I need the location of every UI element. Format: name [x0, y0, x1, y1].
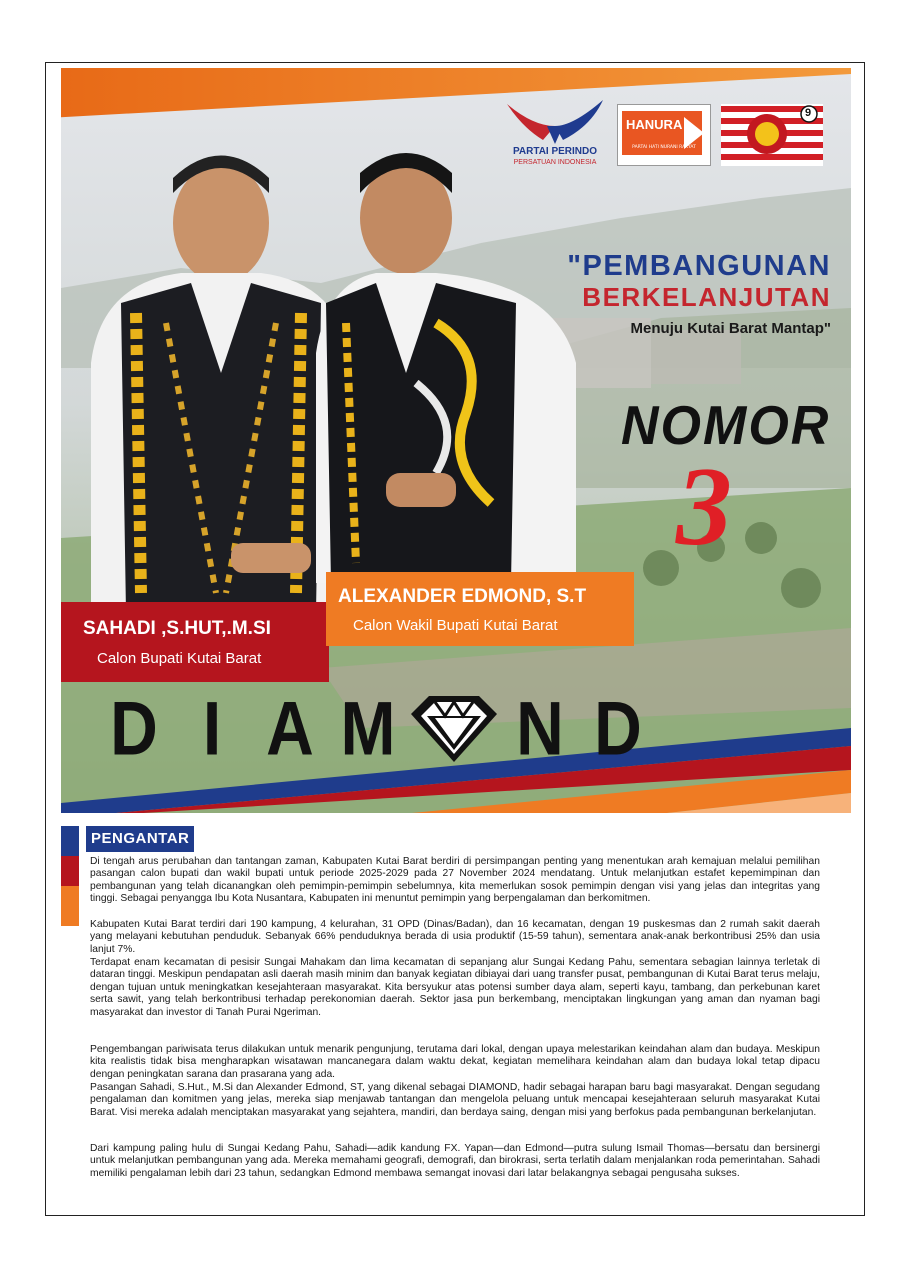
slogan-line2: BERKELANJUTAN: [582, 282, 831, 312]
slogan-line3: Menuju Kutai Barat Mantap": [630, 320, 831, 337]
slogan-line1: "PEMBANGUNAN: [567, 250, 831, 282]
section-title: [86, 826, 194, 852]
section-accent-strip: [61, 826, 79, 926]
nomor-number: 3: [676, 445, 732, 569]
campaign-poster: [61, 68, 851, 813]
paragraph: Kabupaten Kutai Barat terdiri dari 190 kampung, 4 kelurahan, 31 OPD (Dinas/Badan), dan 16 kecamatan, dengan 19 puskesmas dan 2 rumah sakit daerah yang melayani kebutuhan penduduk. Sebanyak 66% penduduknya berada di usia produktif (15-59 tahun), sementara anak-anak berkontribusi 25% dan usia lanjut 7%.: [90, 919, 820, 955]
paragraph: Terdapat enam kecamatan di pesisir Sungai Mahakam dan lima kecamatan di sepanjang alur Sungai Kedang Pahu, sementara sebagian lainnya terletak di dataran tinggi. Meskipun pendapatan asli daerah masih minim dan banyak kegiatan dibiayai dari uang transfer pusat, pembangunan di Kutai Barat terus melaju, dengan tujuan untuk meningkatkan kesejahteraan masyarakat. Kita bersyukur atas potensi sumber daya alam, seperti kayu, tambang, dan perkebunan karet serta sawit, yang telah berkontribusi terhadap perekonomian daerah. Sektor jasa pun berkembang, menciptakan lingkungan yang aman dan nyaman bagi masyarakat dan investor di Tanah Purai Ngeriman.: [90, 957, 820, 1018]
candidate1-plate: [61, 602, 329, 682]
diamond-letter: M: [340, 685, 396, 771]
paragraph: Di tengah arus perubahan dan tantangan zaman, Kabupaten Kutai Barat berdiri di persimpangan penting yang menentukan arah kemajuan melalui pemilihan pasangan calon bupati dan wakil bupati untuk periode 2025-2029 pada 27 November 2024 mendatang. Untuk melanjutkan estafet kepemimpinan dan pembangunan yang telah dicanangkan oleh pemimpin-pemimpin sebelumnya, kita memerlukan sosok pemimpin dengan visi yang jelas dan integritas yang tinggi. Sebagai penyangga Ibu Kota Nusantara, Kabupaten ini menuntut pemimpin yang berpengalaman dan berkomitmen.: [90, 856, 820, 905]
candidate2-photo: [316, 123, 586, 583]
pkb-logo: [721, 104, 823, 166]
candidate1-name: SAHADI ,S.HUT,.M.SI: [83, 618, 271, 639]
diamond-letter: I: [202, 685, 222, 771]
diamond-logo: [95, 685, 657, 771]
hanura-logo: [617, 104, 711, 166]
nomor-label: NOMOR: [621, 395, 831, 457]
diamond-letter: D: [594, 685, 642, 771]
perindo-name: PARTAI PERINDO: [512, 146, 598, 157]
paragraph: Pengembangan pariwisata terus dilakukan untuk menarik pengunjung, terutama dari lokal, dengan upaya melestarikan keindahan alam dan budaya. Meskipun kita realistis tidak bisa mengharapkan wisatawan mancanegara dalam waktu dekat, kegiatan memelihara keindahan alam dan budaya lokal tetap dipacu dengan peningkatan sarana dan prasarana yang ada.: [90, 1044, 820, 1080]
hanura-sub: PARTAI HATI NURANI RAKYAT: [632, 145, 696, 150]
candidate2-plate: [326, 572, 634, 646]
diamond-gem-icon: [409, 692, 499, 764]
perindo-bird-icon: [503, 96, 607, 148]
candidate1-role: Calon Bupati Kutai Barat: [97, 650, 262, 667]
paragraph: Dari kampung paling hulu di Sungai Kedang Pahu, Sahadi—adik kandung FX. Yapan—dan Edmond—putra sulung Ismail Thomas—bersatu dan bersinergi untuk melanjutkan pembangunan yang ada. Mereka memahami geografi, demografi, dan birokrasi, serta terlatih dalam menjalankan roda pemerintahan. Sahadi memiliki pengalaman lebih dari 23 tahun, sedangkan Edmond membawa semangat inovasi dari latar belakangnya sebagai pengusaha sukses.: [90, 1143, 820, 1179]
party-logos: [503, 96, 823, 168]
diamond-letter: N: [516, 685, 564, 771]
hanura-name: HANURA: [626, 117, 683, 132]
diamond-letter: D: [110, 685, 158, 771]
paragraph: Pasangan Sahadi, S.Hut., M.Si dan Alexander Edmond, ST, yang dikenal sebagai DIAMOND, hadir sebagai harapan baru bagi masyarakat. Dengan segudang pengalaman dan komitmen yang jelas, mereka siap menjawab tantangan dan mengelola peluang untuk mencapai kesejahteraan seluruh masyarakat Kutai Barat. Visi mereka adalah menciptakan masyarakat yang sejahtera, mandiri, dan berdaya saing, dengan misi yang berfokus pada pembangunan berkelanjutan.: [90, 1082, 820, 1118]
party-number: 9: [805, 107, 812, 119]
candidate2-name: ALEXANDER EDMOND, S.T: [338, 586, 587, 607]
perindo-sub: PERSATUAN INDONESIA: [513, 159, 597, 166]
slogan: [567, 250, 831, 337]
diamond-letter: A: [266, 685, 314, 771]
candidate2-role: Calon Wakil Bupati Kutai Barat: [353, 617, 558, 634]
section-title-text: PENGANTAR: [91, 830, 190, 847]
perindo-logo: [503, 96, 607, 168]
